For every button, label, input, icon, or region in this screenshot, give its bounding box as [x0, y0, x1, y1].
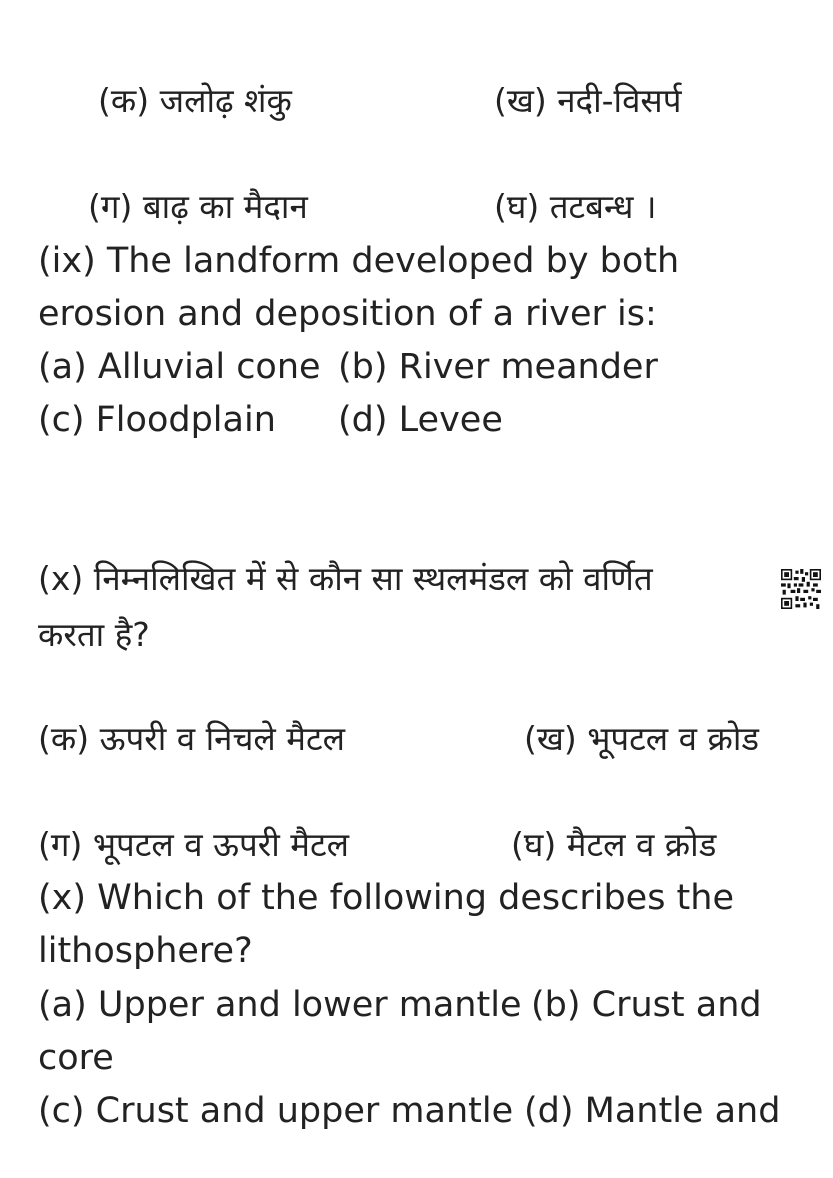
q10-question-line-2: lithosphere?: [38, 931, 253, 971]
q9-option-d: (d) Levee: [338, 400, 503, 440]
qr-code-icon: [781, 569, 821, 609]
q10-option-a: (a) Upper and lower mantle: [38, 985, 522, 1025]
q9-option-a: (a) Alluvial cone: [38, 347, 321, 387]
q9-hindi-option-c: (ग) बाढ़ का मैदान: [88, 187, 308, 226]
q10-hindi-question-line-1: (x) निम्नलिखित में से कौन सा स्थलमंडल को वर्णित: [38, 559, 653, 598]
q10-option-b: (b) Crust and: [531, 985, 762, 1025]
q10-question-line-1: (x) Which of the following describes the: [38, 878, 735, 918]
q10-option-d: (d) Mantle and: [524, 1091, 781, 1131]
q9-question-line-2: erosion and deposition of a river is:: [38, 294, 657, 334]
q10-option-c: (c) Crust and upper mantle: [38, 1091, 514, 1131]
q9-hindi-option-b: (ख) नदी-विसर्प: [494, 81, 682, 120]
q10-hindi-option-c: (ग) भूपटल व ऊपरी मैटल: [38, 825, 350, 864]
q10-hindi-option-a: (क) ऊपरी व निचले मैटल: [38, 719, 346, 758]
q9-option-b: (b) River meander: [338, 347, 658, 387]
q9-hindi-option-d: (घ) तटबन्ध ।: [494, 187, 657, 226]
q10-hindi-question-line-2: करता है?: [38, 615, 150, 654]
q10-hindi-option-b: (ख) भूपटल व क्रोड: [524, 719, 760, 758]
q9-option-c: (c) Floodplain: [38, 400, 276, 440]
q9-hindi-option-a: (क) जलोढ़ शंकु: [98, 81, 292, 120]
q10-option-b-continued: core: [38, 1038, 114, 1078]
q10-hindi-option-d: (घ) मैटल व क्रोड: [511, 825, 717, 864]
q9-question-line-1: (ix) The landform developed by both: [38, 241, 680, 281]
